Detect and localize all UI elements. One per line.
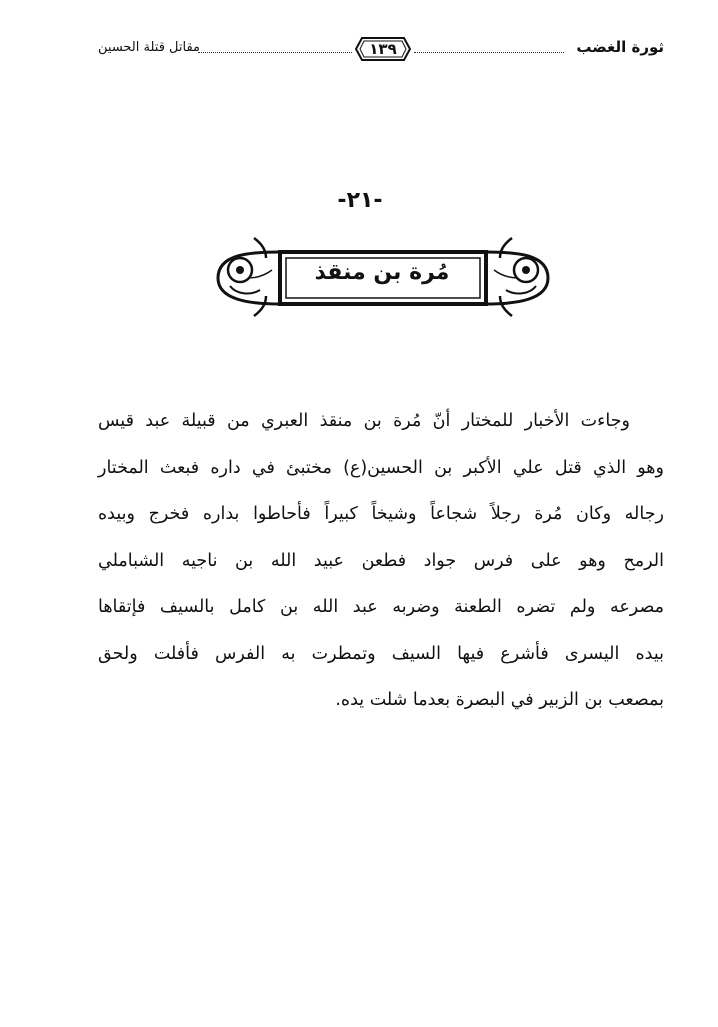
section-title: مقاتل قتلة الحسين <box>98 40 201 55</box>
page-number: ١٣٩ <box>369 40 397 58</box>
body-line: مصرعه ولم تضره الطعنة وضربه عبد الله بن كامل بالسيف فإتقاها <box>98 597 664 617</box>
book-title: ثورة الغضب <box>576 38 664 56</box>
chapter-title: مُرة بن منقذ <box>314 260 450 285</box>
body-line: رجاله وكان مُرة رجلاً شجاعاً وشيخاً كبيراً فأحاطوا بداره فخرج وبيده <box>98 504 664 524</box>
header-dotted-leader-right <box>414 52 564 53</box>
body-line: وهو الذي قتل علي الأكبر بن الحسين(ع) مختبئ في داره فبعث المختار <box>98 457 664 478</box>
body-line: وجاءت الأخبار للمختار أنّ مُرة بن منقذ العبري من قبيلة عبد قيس <box>98 411 630 431</box>
body-text <box>98 398 664 724</box>
running-header <box>98 34 664 64</box>
page-number-frame <box>354 34 412 64</box>
chapter-number: -٢١- <box>337 188 383 213</box>
title-cartouche <box>210 230 556 320</box>
body-line: الرمح وهو على فرس جواد فطعن عبيد الله بن ناجيه الشباملي <box>98 550 664 571</box>
body-line: بيده اليسرى فأشرع فيها السيف وتمطرت به الفرس فأفلت ولحق <box>98 643 664 664</box>
header-dotted-leader-left <box>198 52 352 53</box>
body-line: بمصعب بن الزبير في البصرة بعدما شلت يده. <box>335 690 664 710</box>
